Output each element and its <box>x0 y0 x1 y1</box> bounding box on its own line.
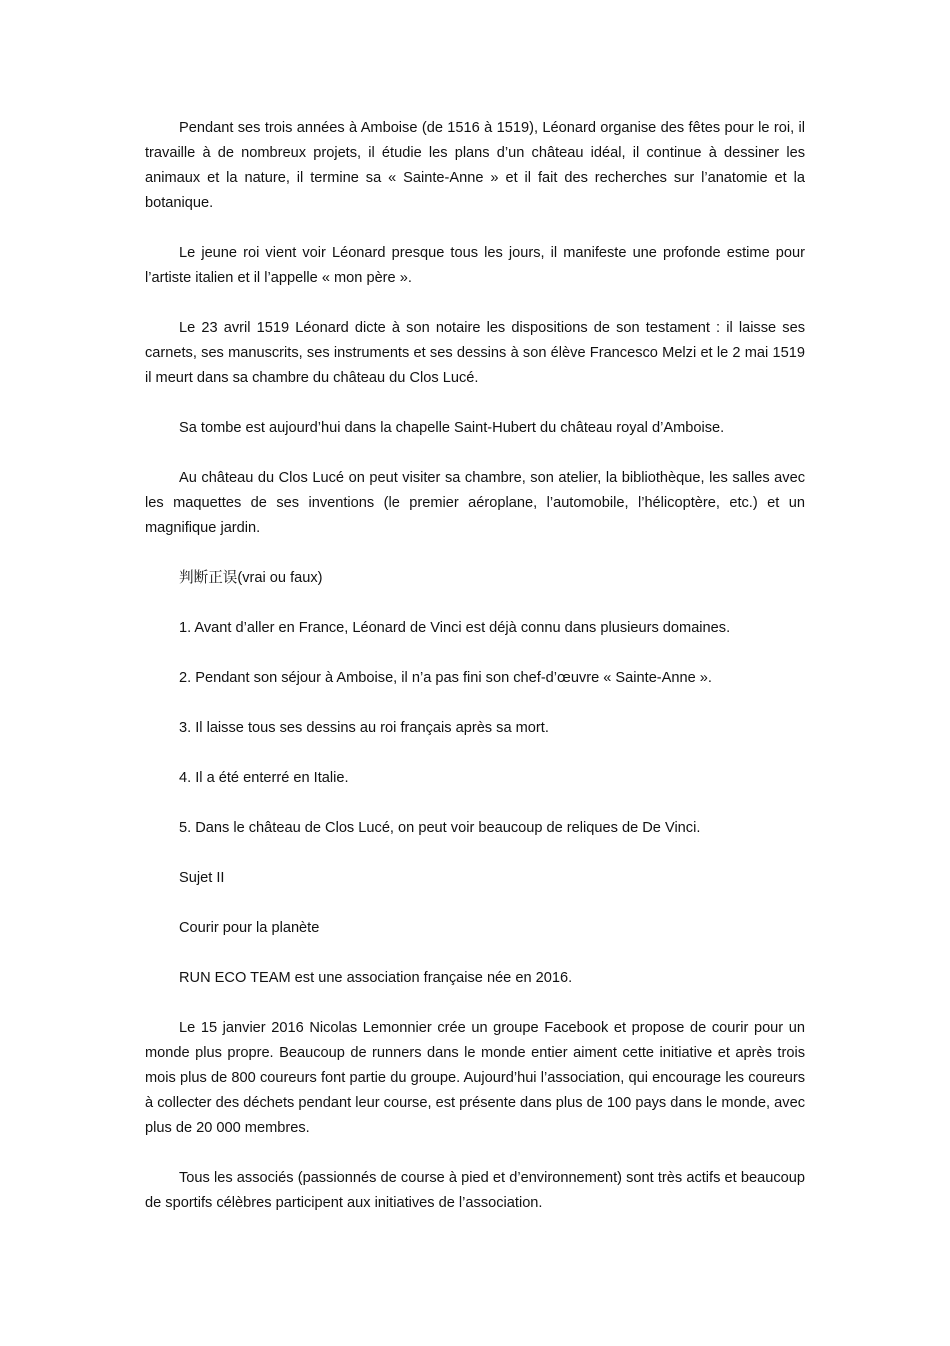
exercise-heading: 判断正误(vrai ou faux) <box>179 570 323 586</box>
question-1: 1. Avant d’aller en France, Léonard de Vinci est déjà connu dans plusieurs domaines. <box>179 620 731 636</box>
question-5: 5. Dans le château de Clos Lucé, on peut voir beaucoup de reliques de De Vinci. <box>179 820 701 836</box>
paragraph-associates: Tous les associés (passionnés de course à pied et d’environnement) sont très actifs et beaucoup de sportifs célèbres participent aux initiatives de l’association. <box>145 1170 805 1211</box>
question-3: 3. Il laisse tous ses dessins au roi français après sa mort. <box>179 720 549 736</box>
question-2: 2. Pendant son séjour à Amboise, il n’a pas fini son chef-d’œuvre « Sainte-Anne ». <box>179 670 712 686</box>
article-title: Courir pour la planète <box>179 920 320 936</box>
paragraph-young-king: Le jeune roi vient voir Léonard presque tous les jours, il manifeste une profonde estime pour l’artiste italien et il l’appelle « mon père ». <box>145 245 805 286</box>
paragraph-run-eco-team: RUN ECO TEAM est une association française née en 2016. <box>179 970 573 986</box>
paragraph-tomb: Sa tombe est aujourd’hui dans la chapelle Saint-Hubert du château royal d’Amboise. <box>179 420 725 436</box>
paragraph-testament: Le 23 avril 1519 Léonard dicte à son notaire les dispositions de son testament : il laisse ses carnets, ses manuscrits, ses instruments et ses dessins à son élève Francesco Melzi et le 2 mai 1519 il meurt dans sa chambre du château du Clos Lucé. <box>145 320 805 386</box>
section-heading-sujet-2: Sujet II <box>179 870 225 886</box>
paragraph-facebook-group: Le 15 janvier 2016 Nicolas Lemonnier crée un groupe Facebook et propose de courir pour un monde plus propre. Beaucoup de runners dans le monde entier aiment cette initiative et après trois mois plus de 800 coureurs font partie du groupe. Aujourd’hui l’association, qui encourage les coureurs à collecter des déchets pendant leur course, est présente dans plus de 100 pays dans le monde, avec plus de 20 000 membres. <box>145 1020 805 1136</box>
paragraph-amboise-years: Pendant ses trois années à Amboise (de 1516 à 1519), Léonard organise des fêtes pour le roi, il travaille à de nombreux projets, il étudie les plans d’un château idéal, il continue à dessiner les animaux et la nature, il termine sa « Sainte-Anne » et il fait des recherches sur l’anatomie et la botanique. <box>145 120 805 211</box>
document-page <box>145 116 805 1241</box>
question-4: 4. Il a été enterré en Italie. <box>179 770 349 786</box>
paragraph-clos-luce: Au château du Clos Lucé on peut visiter sa chambre, son atelier, la bibliothèque, les salles avec les maquettes de ses inventions (le premier aéroplane, l’automobile, l’hélicoptère, etc.) et un magnifique jardin. <box>145 470 805 536</box>
